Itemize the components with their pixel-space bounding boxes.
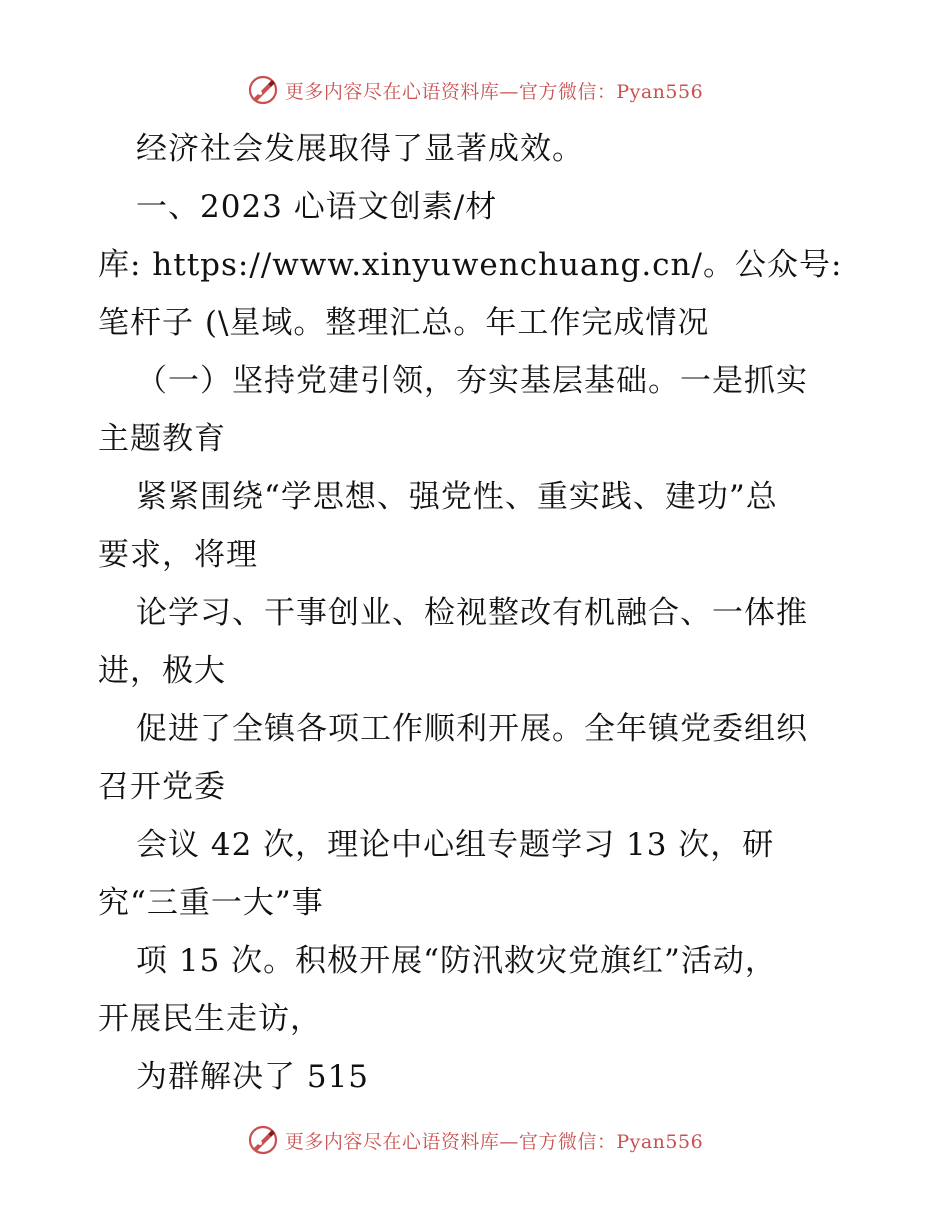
text-line: 究“三重一大”事 (98, 885, 324, 921)
text-line: （一）坚持党建引领，夯实基层基础。一是抓实 (136, 363, 808, 399)
text-line: 促进了全镇各项工作顺利开展。全年镇党委组织 (136, 711, 808, 747)
footer-watermark (0, 1120, 950, 1160)
text-line: 开展民生走访， (98, 1001, 322, 1037)
text-line: 经济社会发展取得了显著成效。 (136, 131, 584, 167)
text-line: 库: https://www.xinyuwenchuang.cn/。公众号: (98, 247, 843, 283)
text-line: 笔杆子 (\星域。整理汇总。年工作完成情况 (98, 305, 710, 341)
text-line: 紧紧围绕“学思想、强党性、重实践、建功”总 (136, 479, 778, 515)
text-line: 主题教育 (98, 421, 226, 457)
body-text (98, 120, 858, 1106)
pen-logo-icon (247, 1124, 279, 1156)
header-watermark (0, 70, 950, 110)
watermark-text: 更多内容尽在心语资料库—官方微信：Pyan556 (284, 80, 704, 103)
text-line: 召开党委 (98, 769, 226, 805)
text-line: 一、2023 心语文创素/材 (136, 189, 498, 225)
text-line: 要求，将理 (98, 537, 258, 573)
text-line: 论学习、干事创业、检视整改有机融合、一体推 (136, 595, 808, 631)
watermark-text: 更多内容尽在心语资料库—官方微信：Pyan556 (284, 1130, 704, 1153)
text-line: 项 15 次。积极开展“防汛救灾党旗红”活动， (136, 943, 777, 979)
pen-logo-icon (247, 74, 279, 106)
text-line: 进，极大 (98, 653, 226, 689)
text-line: 为群解决了 515 (136, 1059, 370, 1095)
text-line: 会议 42 次，理论中心组专题学习 13 次，研 (136, 827, 775, 863)
